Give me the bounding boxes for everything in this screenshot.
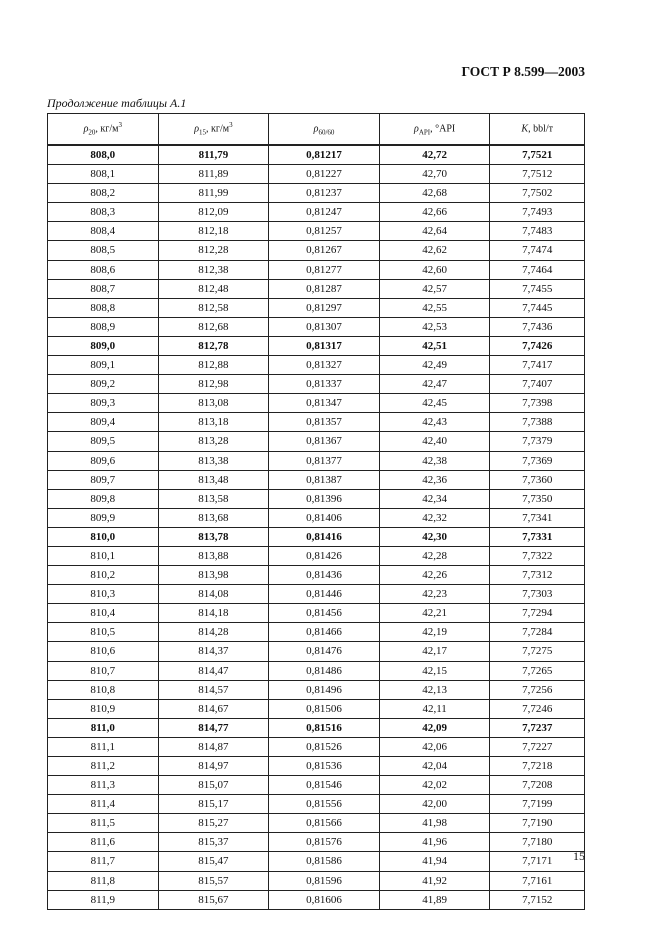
table-cell: 7,7455 <box>490 279 585 298</box>
table-row <box>48 317 585 336</box>
table-cell: 812,78 <box>158 336 269 355</box>
table-cell: 7,7407 <box>490 375 585 394</box>
table-cell: 42,30 <box>379 527 490 546</box>
table-cell: 811,5 <box>48 814 159 833</box>
table-cell: 7,7312 <box>490 566 585 585</box>
table-cell: 810,4 <box>48 604 159 623</box>
table-cell: 813,88 <box>158 546 269 565</box>
table-cell: 808,3 <box>48 203 159 222</box>
table-cell: 813,68 <box>158 508 269 527</box>
table-cell: 809,1 <box>48 356 159 375</box>
table-cell: 808,1 <box>48 165 159 184</box>
table-cell: 41,92 <box>379 871 490 890</box>
table-row <box>48 432 585 451</box>
table-cell: 7,7521 <box>490 145 585 165</box>
table-body <box>48 145 585 909</box>
table-cell: 42,02 <box>379 776 490 795</box>
table-row <box>48 737 585 756</box>
table-cell: 0,81247 <box>269 203 380 222</box>
table-cell: 42,15 <box>379 661 490 680</box>
table-cell: 809,3 <box>48 394 159 413</box>
table-cell: 814,97 <box>158 757 269 776</box>
column-header-rho20: $\rho_{20}$, $кг/м^3$ <box>48 114 159 146</box>
table-cell: 7,7388 <box>490 413 585 432</box>
table-cell: 42,06 <box>379 737 490 756</box>
table-cell: 7,7171 <box>490 852 585 871</box>
table-row <box>48 489 585 508</box>
table-cell: 7,7218 <box>490 757 585 776</box>
table-cell: 812,09 <box>158 203 269 222</box>
table-cell: 42,70 <box>379 165 490 184</box>
column-header-rhoapi: $\rho_{API}$, °API <box>379 114 490 146</box>
table-cell: 7,7152 <box>490 890 585 909</box>
table-cell: 7,7360 <box>490 470 585 489</box>
table-cell: 808,7 <box>48 279 159 298</box>
table-cell: 812,48 <box>158 279 269 298</box>
table-row <box>48 776 585 795</box>
table-cell: 0,81406 <box>269 508 380 527</box>
table-cell: 42,53 <box>379 317 490 336</box>
table-cell: 808,5 <box>48 241 159 260</box>
table-cell: 42,45 <box>379 394 490 413</box>
table-row <box>48 413 585 432</box>
table-row <box>48 298 585 317</box>
table-cell: 814,87 <box>158 737 269 756</box>
table-row <box>48 833 585 852</box>
table-cell: 814,67 <box>158 699 269 718</box>
table-continuation-caption: Продолжение таблицы А.1 <box>47 96 187 110</box>
table-cell: 809,4 <box>48 413 159 432</box>
table-cell: 7,7464 <box>490 260 585 279</box>
table-cell: 0,81486 <box>269 661 380 680</box>
table-cell: 7,7246 <box>490 699 585 718</box>
table-cell: 0,81396 <box>269 489 380 508</box>
table-row <box>48 356 585 375</box>
table-cell: 811,3 <box>48 776 159 795</box>
table-cell: 809,6 <box>48 451 159 470</box>
table-cell: 808,8 <box>48 298 159 317</box>
table-cell: 811,8 <box>48 871 159 890</box>
table-cell: 42,55 <box>379 298 490 317</box>
table-cell: 809,9 <box>48 508 159 527</box>
table-cell: 42,51 <box>379 336 490 355</box>
table-cell: 812,38 <box>158 260 269 279</box>
table-cell: 42,34 <box>379 489 490 508</box>
table-cell: 809,8 <box>48 489 159 508</box>
table-row <box>48 375 585 394</box>
table-cell: 7,7322 <box>490 546 585 565</box>
table-cell: 814,77 <box>158 718 269 737</box>
table-row <box>48 585 585 604</box>
table-cell: 42,21 <box>379 604 490 623</box>
table-cell: 809,5 <box>48 432 159 451</box>
table-cell: 0,81546 <box>269 776 380 795</box>
table-cell: 7,7398 <box>490 394 585 413</box>
table-cell: 7,7369 <box>490 451 585 470</box>
table-cell: 813,78 <box>158 527 269 546</box>
table-cell: 7,7256 <box>490 680 585 699</box>
table-header-row <box>48 114 585 146</box>
table-cell: 42,49 <box>379 356 490 375</box>
table-cell: 0,81347 <box>269 394 380 413</box>
table-cell: 812,58 <box>158 298 269 317</box>
table-cell: 0,81566 <box>269 814 380 833</box>
table-cell: 0,81227 <box>269 165 380 184</box>
table-cell: 7,7284 <box>490 623 585 642</box>
table-cell: 7,7294 <box>490 604 585 623</box>
table-row <box>48 546 585 565</box>
table-row <box>48 470 585 489</box>
table-cell: 7,7180 <box>490 833 585 852</box>
table-cell: 42,57 <box>379 279 490 298</box>
table-cell: 813,48 <box>158 470 269 489</box>
table-cell: 41,94 <box>379 852 490 871</box>
table-cell: 810,2 <box>48 566 159 585</box>
table-cell: 810,0 <box>48 527 159 546</box>
table-row <box>48 145 585 165</box>
table-row <box>48 680 585 699</box>
table-cell: 7,7303 <box>490 585 585 604</box>
table-cell: 42,68 <box>379 184 490 203</box>
table-cell: 0,81476 <box>269 642 380 661</box>
table-cell: 814,08 <box>158 585 269 604</box>
table-cell: 0,81217 <box>269 145 380 165</box>
table-row <box>48 394 585 413</box>
table-cell: 7,7436 <box>490 317 585 336</box>
table-cell: 815,37 <box>158 833 269 852</box>
column-header-rho15: $\rho_{15}$, $кг/м^3$ <box>158 114 269 146</box>
table-cell: 0,81416 <box>269 527 380 546</box>
table-cell: 42,36 <box>379 470 490 489</box>
table-row <box>48 203 585 222</box>
table-cell: 0,81426 <box>269 546 380 565</box>
table-row <box>48 508 585 527</box>
table-cell: 812,18 <box>158 222 269 241</box>
table-cell: 42,60 <box>379 260 490 279</box>
table-cell: 809,2 <box>48 375 159 394</box>
table-cell: 42,09 <box>379 718 490 737</box>
table-row <box>48 604 585 623</box>
table-row <box>48 279 585 298</box>
table-cell: 7,7483 <box>490 222 585 241</box>
table-cell: 0,81297 <box>269 298 380 317</box>
table-cell: 42,28 <box>379 546 490 565</box>
table-cell: 0,81237 <box>269 184 380 203</box>
table-cell: 811,9 <box>48 890 159 909</box>
table-cell: 810,3 <box>48 585 159 604</box>
column-header-k: K, bbl/т <box>490 114 585 146</box>
table-cell: 0,81327 <box>269 356 380 375</box>
table-cell: 810,9 <box>48 699 159 718</box>
density-table <box>47 113 585 910</box>
table-cell: 809,7 <box>48 470 159 489</box>
table-cell: 808,6 <box>48 260 159 279</box>
table-cell: 42,17 <box>379 642 490 661</box>
table-row <box>48 336 585 355</box>
table-cell: 813,08 <box>158 394 269 413</box>
table-cell: 41,98 <box>379 814 490 833</box>
table-cell: 7,7227 <box>490 737 585 756</box>
table-cell: 0,81556 <box>269 795 380 814</box>
table-cell: 812,88 <box>158 356 269 375</box>
table-cell: 0,81526 <box>269 737 380 756</box>
document-standard-header: ГОСТ Р 8.599—2003 <box>461 64 585 79</box>
table-cell: 811,89 <box>158 165 269 184</box>
table-cell: 810,6 <box>48 642 159 661</box>
table-cell: 814,18 <box>158 604 269 623</box>
table-cell: 808,9 <box>48 317 159 336</box>
page-number: 15 <box>573 849 585 863</box>
table-cell: 42,26 <box>379 566 490 585</box>
table-cell: 811,1 <box>48 737 159 756</box>
table-row <box>48 852 585 871</box>
table-row <box>48 871 585 890</box>
table-cell: 7,7350 <box>490 489 585 508</box>
table-cell: 0,81456 <box>269 604 380 623</box>
table-cell: 7,7426 <box>490 336 585 355</box>
table-cell: 808,0 <box>48 145 159 165</box>
table-cell: 0,81277 <box>269 260 380 279</box>
table-cell: 7,7512 <box>490 165 585 184</box>
table-cell: 812,68 <box>158 317 269 336</box>
table-cell: 7,7331 <box>490 527 585 546</box>
table-cell: 0,81596 <box>269 871 380 890</box>
table-cell: 812,98 <box>158 375 269 394</box>
table-cell: 42,04 <box>379 757 490 776</box>
table-cell: 42,38 <box>379 451 490 470</box>
table-cell: 0,81506 <box>269 699 380 718</box>
table-cell: 42,43 <box>379 413 490 432</box>
table-cell: 42,32 <box>379 508 490 527</box>
table-cell: 814,57 <box>158 680 269 699</box>
table-cell: 811,7 <box>48 852 159 871</box>
table-cell: 0,81357 <box>269 413 380 432</box>
table-cell: 42,72 <box>379 145 490 165</box>
table-row <box>48 661 585 680</box>
table-cell: 42,40 <box>379 432 490 451</box>
table-cell: 42,47 <box>379 375 490 394</box>
table-row <box>48 184 585 203</box>
table-cell: 0,81516 <box>269 718 380 737</box>
table-cell: 42,00 <box>379 795 490 814</box>
table-cell: 0,81606 <box>269 890 380 909</box>
table-cell: 814,28 <box>158 623 269 642</box>
table-cell: 7,7474 <box>490 241 585 260</box>
table-cell: 0,81586 <box>269 852 380 871</box>
table-row <box>48 699 585 718</box>
table-cell: 813,58 <box>158 489 269 508</box>
table-row <box>48 642 585 661</box>
column-header-rho60: $\rho_{60/60}$ <box>269 114 380 146</box>
table-cell: 814,47 <box>158 661 269 680</box>
table-row <box>48 241 585 260</box>
table-cell: 0,81446 <box>269 585 380 604</box>
table-cell: 815,27 <box>158 814 269 833</box>
table-cell: 41,96 <box>379 833 490 852</box>
table-cell: 42,66 <box>379 203 490 222</box>
table-cell: 42,64 <box>379 222 490 241</box>
table-row <box>48 623 585 642</box>
table-row <box>48 566 585 585</box>
table-cell: 811,6 <box>48 833 159 852</box>
table-cell: 0,81267 <box>269 241 380 260</box>
table-cell: 41,89 <box>379 890 490 909</box>
table-cell: 7,7161 <box>490 871 585 890</box>
table-cell: 0,81387 <box>269 470 380 489</box>
table-cell: 7,7208 <box>490 776 585 795</box>
table-row <box>48 795 585 814</box>
table-cell: 0,81317 <box>269 336 380 355</box>
table-row <box>48 260 585 279</box>
table-row <box>48 757 585 776</box>
table-cell: 815,57 <box>158 871 269 890</box>
table-row <box>48 814 585 833</box>
table-cell: 810,8 <box>48 680 159 699</box>
table-cell: 0,81257 <box>269 222 380 241</box>
table-row <box>48 890 585 909</box>
table-cell: 0,81337 <box>269 375 380 394</box>
table-row <box>48 527 585 546</box>
table-cell: 814,37 <box>158 642 269 661</box>
table-cell: 7,7417 <box>490 356 585 375</box>
table-cell: 811,4 <box>48 795 159 814</box>
table-row <box>48 222 585 241</box>
table-cell: 815,17 <box>158 795 269 814</box>
table-row <box>48 165 585 184</box>
table-cell: 809,0 <box>48 336 159 355</box>
table-cell: 0,81307 <box>269 317 380 336</box>
table-cell: 810,1 <box>48 546 159 565</box>
table-cell: 7,7341 <box>490 508 585 527</box>
table-cell: 815,67 <box>158 890 269 909</box>
table-cell: 7,7379 <box>490 432 585 451</box>
table-cell: 811,79 <box>158 145 269 165</box>
table-cell: 0,81576 <box>269 833 380 852</box>
table-cell: 7,7265 <box>490 661 585 680</box>
table-cell: 42,11 <box>379 699 490 718</box>
table-cell: 42,23 <box>379 585 490 604</box>
table-cell: 811,2 <box>48 757 159 776</box>
table-cell: 0,81436 <box>269 566 380 585</box>
table-cell: 810,5 <box>48 623 159 642</box>
table-cell: 813,98 <box>158 566 269 585</box>
table-cell: 815,07 <box>158 776 269 795</box>
table-cell: 0,81377 <box>269 451 380 470</box>
table-cell: 42,19 <box>379 623 490 642</box>
table-cell: 0,81496 <box>269 680 380 699</box>
table-cell: 7,7445 <box>490 298 585 317</box>
table-cell: 7,7190 <box>490 814 585 833</box>
table-row <box>48 718 585 737</box>
table-cell: 813,18 <box>158 413 269 432</box>
table-cell: 7,7502 <box>490 184 585 203</box>
table-cell: 0,81287 <box>269 279 380 298</box>
table-cell: 813,38 <box>158 451 269 470</box>
table-cell: 42,62 <box>379 241 490 260</box>
table-cell: 0,81466 <box>269 623 380 642</box>
table-cell: 813,28 <box>158 432 269 451</box>
table-row <box>48 451 585 470</box>
table-cell: 0,81536 <box>269 757 380 776</box>
table-cell: 808,4 <box>48 222 159 241</box>
table-cell: 808,2 <box>48 184 159 203</box>
table-cell: 7,7199 <box>490 795 585 814</box>
table-cell: 812,28 <box>158 241 269 260</box>
table-cell: 811,0 <box>48 718 159 737</box>
table-cell: 815,47 <box>158 852 269 871</box>
table-cell: 42,13 <box>379 680 490 699</box>
table-cell: 7,7493 <box>490 203 585 222</box>
table-cell: 811,99 <box>158 184 269 203</box>
table-cell: 810,7 <box>48 661 159 680</box>
table-cell: 0,81367 <box>269 432 380 451</box>
table-cell: 7,7275 <box>490 642 585 661</box>
table-cell: 7,7237 <box>490 718 585 737</box>
